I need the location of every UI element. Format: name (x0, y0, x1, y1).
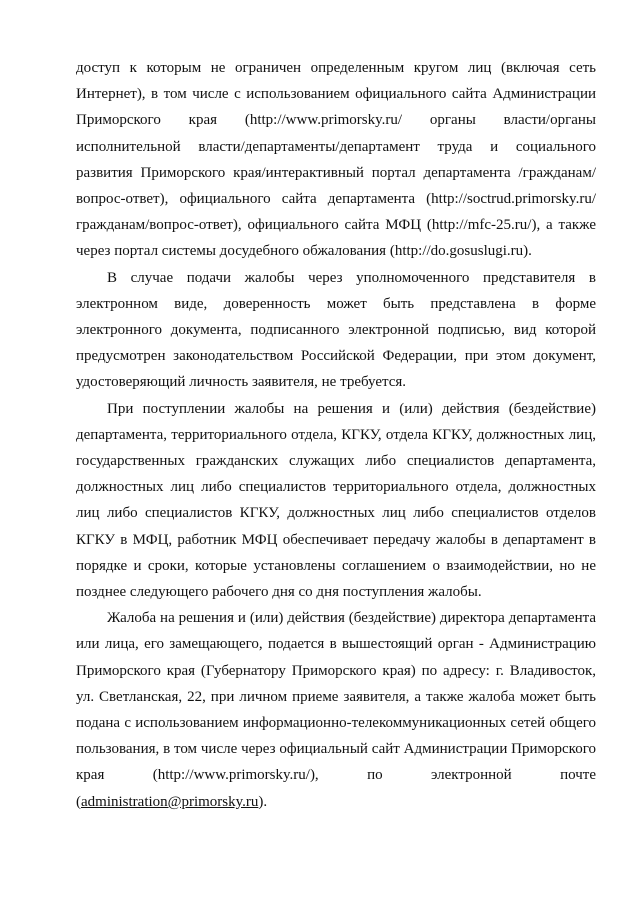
paragraph-electronic-representative: В случае подачи жалобы через уполномоченного представителя в электронном виде, доверенность может быть представлена в форме электронного документа, подписанного электронной подписью, вид которой предусмотрен законодательством Российской Федерации, при этом документ, удостоверяющий личность заявителя, не требуется. (76, 269, 596, 391)
paragraph-director-complaint (76, 605, 596, 815)
document-page (76, 55, 596, 815)
email-link[interactable]: administration@primorsky.ru (81, 793, 259, 810)
paragraph-director-complaint-tail: ). (258, 793, 268, 810)
paragraph-mfc-transfer: При поступлении жалобы на решения и (или) действия (бездействие) департамента, территориального отдела, КГКУ, отдела КГКУ, должностных лиц, государственных гражданских служащих либо специалистов департамента, должностных лиц либо специалистов территориального отдела, должностных лиц либо специалистов КГКУ, должностных лиц либо специалистов отделов КГКУ в МФЦ, работник МФЦ обеспечивает передачу жалобы в департамент в порядке и сроки, которые установлены соглашением о взаимодействии, но не позднее следующего рабочего дня со дня поступления жалобы. (76, 400, 596, 601)
paragraph-official-sites: доступ к которым не ограничен определенным кругом лиц (включая сеть Интернет), в том числе с использованием официального сайта Администрации Приморского края (http://www.primorsky.ru/ органы власти/органы исполнительной власти/департаменты/департамент труда и социального развития Приморского края/интерактивный портал департамента /гражданам/вопрос-ответ), официального сайта департамента (http://soctrud.primorsky.ru/ гражданам/вопрос-ответ), официального сайта МФЦ (http://mfc-25.ru/), а также через портал системы досудебного обжалования (http://do.gosuslugi.ru). (76, 60, 596, 260)
paragraph-director-complaint-text: Жалоба на решения и (или) действия (бездействие) директора департамента или лица, его замещающего, подается в вышестоящий орган - Администрацию Приморского края (Губернатору Приморского края) по адресу: г. Владивосток, ул. Светланская, 22, при личном приеме заявителя, а также жалоба может быть подана с использованием информационно-телекоммуникационных сетей общего пользования, в том числе через официальный сайт Администрации Приморского края (http://www.primorsky.ru/), по электронной почте ( (76, 610, 596, 810)
